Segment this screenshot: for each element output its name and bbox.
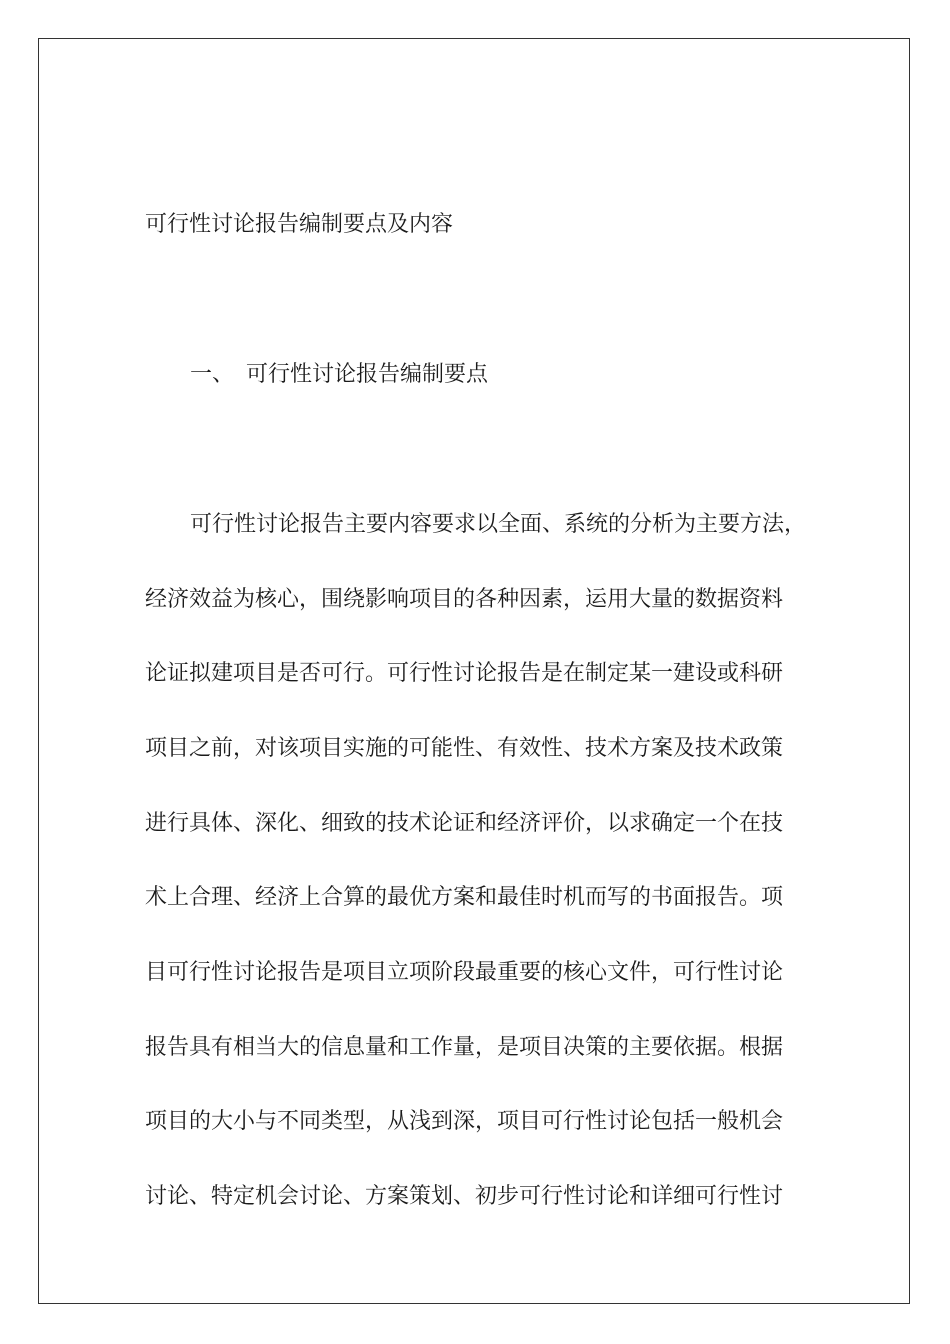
paragraph-line: 可行性讨论报告主要内容要求以全面、系统的分析为主要方法， (190, 512, 807, 537)
paragraph-line: 进行具体、深化、细致的技术论证和经济评价，以求确定一个在技 (145, 811, 784, 836)
paragraph-line: 经济效益为核心，围绕影响项目的各种因素，运用大量的数据资料 (145, 587, 784, 612)
paragraph-line: 目可行性讨论报告是项目立项阶段最重要的核心文件，可行性讨论 (145, 960, 784, 985)
document-title: 可行性讨论报告编制要点及内容 (145, 212, 454, 237)
section-number: 一、 (190, 362, 235, 387)
section-heading (190, 360, 488, 390)
paragraph-line: 术上合理、经济上合算的最优方案和最佳时机而写的书面报告。项 (145, 885, 784, 910)
paragraph-line: 项目的大小与不同类型，从浅到深，项目可行性讨论包括一般机会 (145, 1109, 784, 1134)
paragraph-line: 论证拟建项目是否可行。可行性讨论报告是在制定某一建设或科研 (145, 661, 784, 686)
paragraph-line: 项目之前，对该项目实施的可能性、有效性、技术方案及技术政策 (145, 736, 784, 761)
paragraph-line: 讨论、特定机会讨论、方案策划、初步可行性讨论和详细可行性讨 (145, 1184, 784, 1209)
section-title: 可行性讨论报告编制要点 (246, 362, 489, 387)
paragraph-line: 报告具有相当大的信息量和工作量，是项目决策的主要依据。根据 (145, 1035, 784, 1060)
